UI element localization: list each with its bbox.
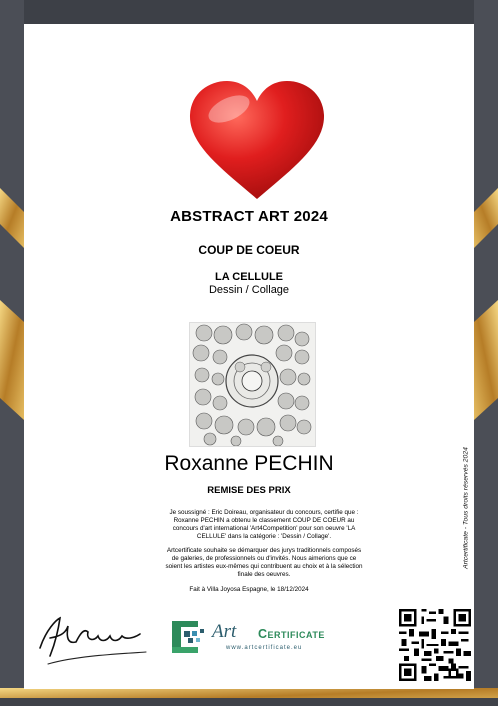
artwork-image — [189, 322, 316, 447]
copyright-vertical-text: Artcertificate - Tous droits réservés 2024 — [462, 447, 470, 569]
certification-statement: Je soussigné : Eric Doireau, organisateur du concours, certifie que : Roxanne PECHIN a obtenu le classement COUP DE COEUR au concours d'art international 'Art4Competition' pour son oeuvre 'LA CELLULE' dans la catégorie : 'Dessin / Collage'. — [169, 509, 359, 540]
logo-url-text: www.artcertificate.eu — [226, 645, 303, 651]
artwork-drawing — [190, 323, 315, 446]
heart-icon — [187, 79, 327, 201]
award-name: COUP DE COEUR — [198, 243, 300, 257]
artist-name: Roxanne PECHIN — [164, 452, 334, 475]
qr-code — [399, 609, 471, 681]
artcertificate-logo — [170, 617, 345, 657]
ceremony-label: REMISE DES PRIX — [207, 485, 291, 496]
jury-statement: Artcertificate souhaite se démarquer des jurys traditionnels composés de galeries, de professionnels ou d'invités. Nous aimerions que ce soient les artistes eux-mêmes qui contribuent au choix et à la sélection finale des oeuvres. — [165, 547, 363, 578]
artwork-category: Dessin / Collage — [208, 284, 290, 296]
logo-certificate-text: Certificate — [258, 627, 325, 641]
logo-mark-icon — [170, 617, 210, 657]
place-and-date: Fait à Villa Joyosa Espagne, le 18/12/2024 — [189, 586, 309, 593]
artwork-title: LA CELLULE — [214, 271, 284, 283]
signature — [36, 612, 154, 674]
logo-art-text: Art — [212, 621, 237, 642]
competition-title: ABSTRACT ART 2024 — [170, 208, 328, 225]
